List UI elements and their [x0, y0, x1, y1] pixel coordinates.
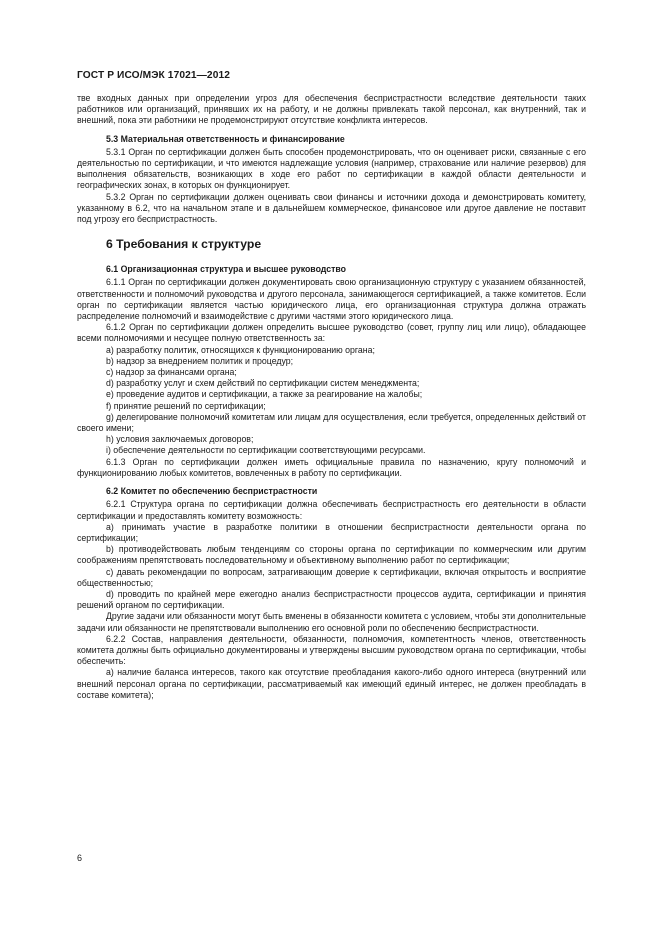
list-item-6-1-2-b: b) надзор за внедрением политик и процедур; — [106, 355, 294, 366]
list-item-6-1-2-e: e) проведение аудитов и сертификации, а также за реагирование на жалобы; — [106, 389, 423, 400]
paragraph-5-3-2: 5.3.2 Орган по сертификации должен оценивать свои финансы и источники дохода и демонстрировать комитету, указанному в 6.2, что на начальном этапе и в дальнейшем коммерческое, финансовое или другое давление не поставит под угрозу его беспристрастность. — [77, 191, 586, 225]
list-item-6-1-2-g: g) делегирование полномочий комитетам или лицам для осуществления, если требуется, определенных действий от своего имени; — [77, 411, 586, 434]
document-header: ГОСТ Р ИСО/МЭК 17021—2012 — [77, 70, 230, 81]
list-item-6-2-1-d: d) проводить по крайней мере ежегодно анализ беспристрастности процессов аудита, сертификации и принятия решений органом по сертификации. — [77, 588, 586, 611]
paragraph-5-3-1: 5.3.1 Орган по сертификации должен быть способен продемонстрировать, что он оценивает риски, связанные с его деятельностью по сертификации, и что имеются надлежащие условия (например, страхование или наличие резервов) для выполнения обязательств, возникающих в ходе его работ по сертификации в каждой области деятельности и географических зонах, в которых он функционирует. — [77, 146, 586, 191]
list-item-6-2-2-a: а) наличие баланса интересов, такого как отсутствие преобладания какого-либо одного интереса (внутренний или внешний персонал органа по сертификации, рассматриваемый как имеющий единый интерес, не должен преобладать в составе комитета); — [77, 667, 586, 700]
chapter-heading-6: 6 Требования к структуре — [106, 237, 262, 252]
paragraph-6-1-3: 6.1.3 Орган по сертификации должен иметь официальные правила по назначению, кругу полномочий и функционированию любых комитетов, вовлеченных в работу по сертификации. — [77, 456, 586, 478]
page-number: 6 — [77, 853, 83, 863]
page-body — [77, 93, 586, 701]
list-item-6-1-2-f: f) принятие решений по сертификации; — [106, 400, 266, 411]
section-heading-6-1: 6.1 Организационная структура и высшее руководство — [106, 264, 347, 275]
paragraph-6-2-1: 6.2.1 Структура органа по сертификации должна обеспечивать беспристрастность его деятельности в области сертификации и предоставлять комитету возможность: — [77, 499, 586, 521]
paragraph-6-1-2: 6.1.2 Орган по сертификации должен определить высшее руководство (совет, группу лиц или лицо), обладающее всеми полномочиями и несущее полную ответственность за: — [77, 322, 586, 344]
paragraph-6-2-1-extra: Другие задачи или обязанности могут быть вменены в обязанности комитета с условием, чтобы эти дополнительные задачи или обязанности не препятствовали выполнению его основной роли по обеспечению беспристрастности. — [77, 611, 586, 633]
list-item-6-2-1-a: а) принимать участие в разработке политики в отношении беспристрастности деятельности органа по сертификации; — [77, 521, 586, 543]
paragraph-6-1-1: 6.1.1 Орган по сертификации должен документировать свою организационную структуру с указанием обязанностей, ответственности и полномочий руководства и другого персонала, занимающегося сертификацией, а также комитетов. Если орган по сертификации является частью юридического лица, его организационная структура должна отражать распределение полномочий и взаимодействие с другими частями этого юридического лица. — [77, 277, 586, 322]
paragraph-6-2-2: 6.2.2 Состав, направления деятельности, обязанности, полномочия, компетентность членов, ответственность комитета должны быть официально документированы и утверждены высшим руководством органа по сертификации, чтобы обеспечить: — [77, 633, 586, 667]
list-item-6-2-1-b: b) противодействовать любым тенденциям со стороны органа по сертификации по коммерческим или другим соображениям препятствовать последовательному и объективному выполнению работ по сертификации; — [77, 544, 586, 566]
list-item-6-1-2-h: h) условия заключаемых договоров; — [106, 434, 254, 445]
list-item-6-1-2-d: d) разработку услуг и схем действий по сертификации систем менеджмента; — [106, 378, 420, 389]
list-item-6-1-2-a: а) разработку политик, относящихся к функционированию органа; — [106, 344, 375, 355]
section-heading-6-2: 6.2 Комитет по обеспечению беспристрастности — [106, 486, 318, 497]
paragraph-continuation: тве входных данных при определении угроз для обеспечения беспристрастности вследствие деятельности таких работников или организаций, принявших их на работу, и не должны привлекать такой персонал, как внутренний, так и внешний, пока эти работники не продемонстрируют отсутствие конфликта интересов. — [77, 93, 586, 126]
list-item-6-2-1-c: c) давать рекомендации по вопросам, затрагивающим доверие к сертификации, включая открытость и восприятие общественностью; — [77, 566, 586, 588]
section-heading-5-3: 5.3 Материальная ответственность и финансирование — [106, 133, 345, 144]
list-item-6-1-2-i: i) обеспечение деятельности по сертификации соответствующими ресурсами. — [106, 445, 426, 456]
list-item-6-1-2-c: c) надзор за финансами органа; — [106, 367, 237, 378]
